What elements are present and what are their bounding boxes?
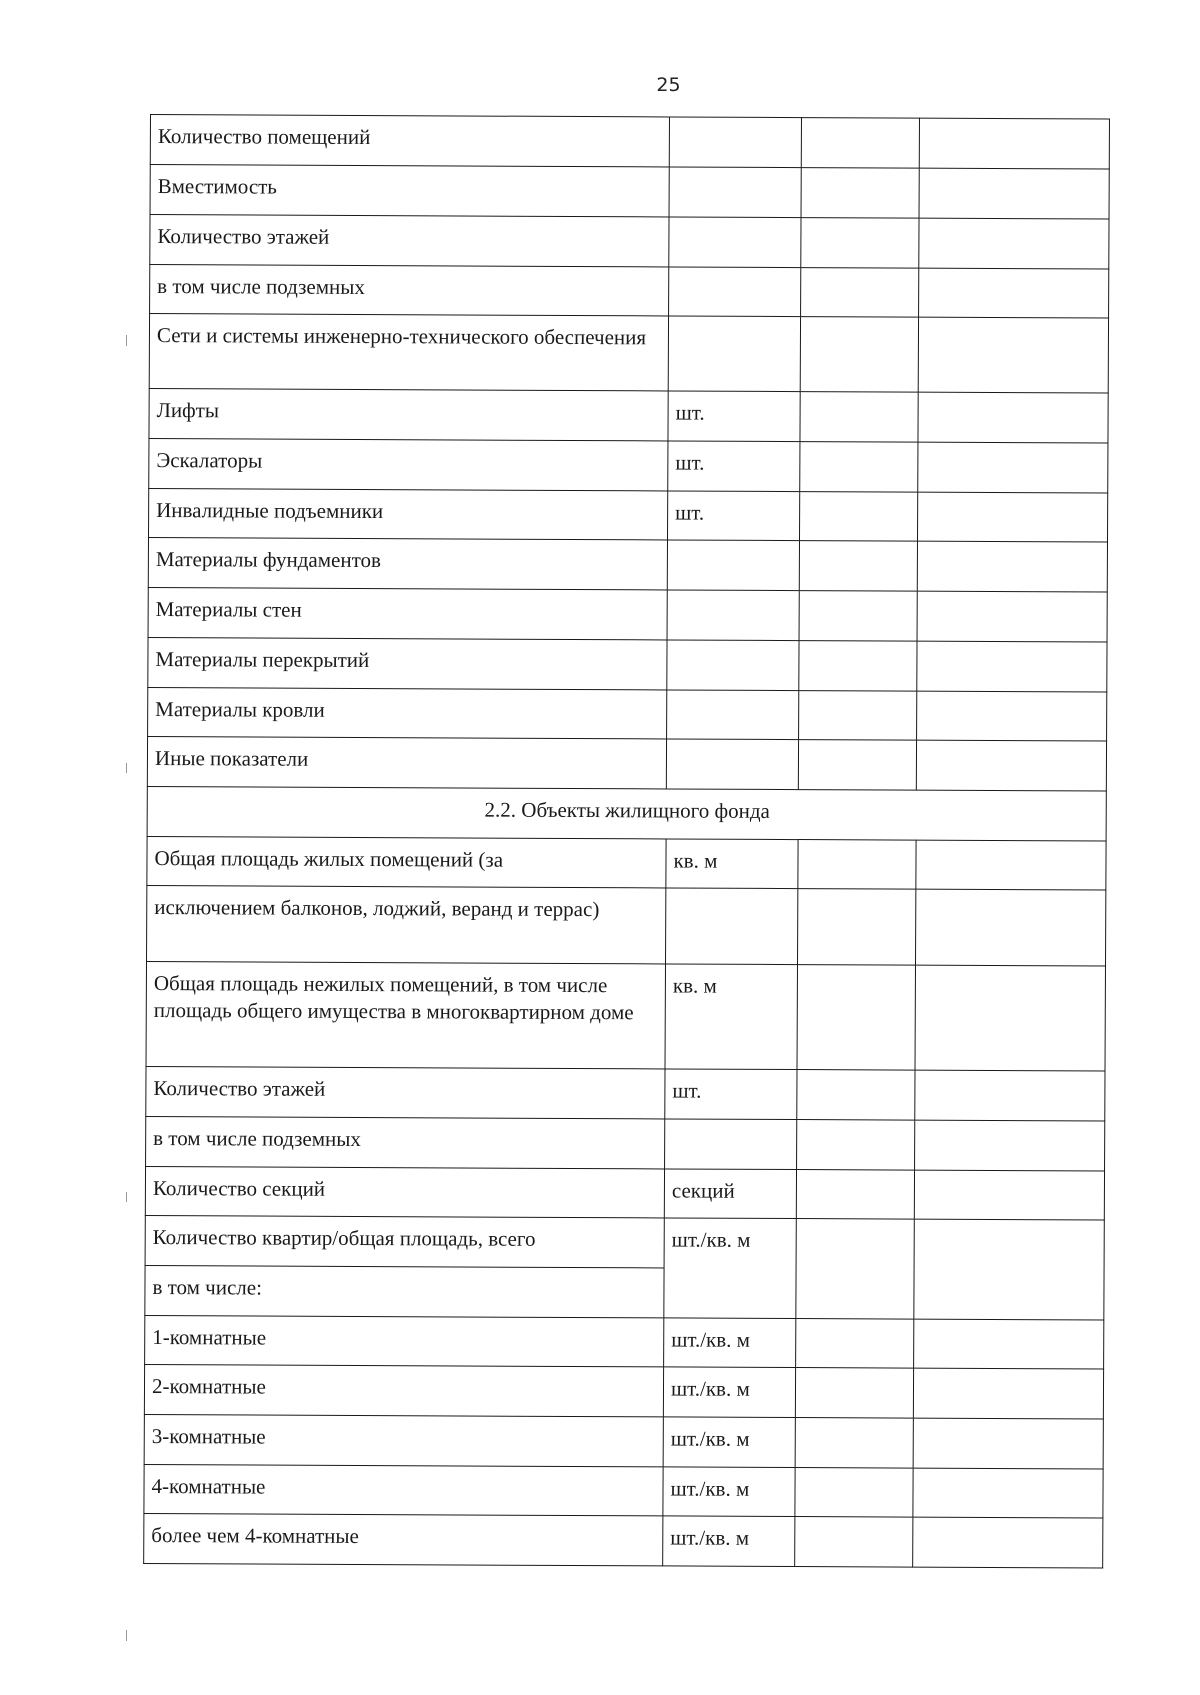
value-cell xyxy=(917,492,1107,542)
unit-cell xyxy=(669,117,801,168)
unit-cell xyxy=(667,540,799,591)
unit-cell: шт./кв. м xyxy=(663,1516,795,1567)
row-label: Количество секций xyxy=(145,1166,664,1217)
row-label: Материалы стен xyxy=(148,587,667,639)
table-row xyxy=(149,488,1108,542)
table-row xyxy=(148,537,1107,592)
table-row xyxy=(146,1116,1105,1171)
table-row xyxy=(147,736,1106,791)
row-label: в том числе подземных xyxy=(146,1116,665,1168)
unit-cell xyxy=(665,1119,797,1170)
value-cell xyxy=(913,1368,1103,1419)
unit-cell xyxy=(669,217,801,268)
unit-cell xyxy=(666,739,798,790)
row-label: в том числе: xyxy=(145,1265,664,1317)
value-cell xyxy=(795,1368,913,1419)
value-cell xyxy=(915,889,1105,966)
value-cell xyxy=(919,268,1109,318)
margin-mark xyxy=(126,763,127,773)
margin-mark xyxy=(126,1192,127,1202)
unit-cell: кв. м xyxy=(666,839,798,889)
value-cell xyxy=(799,691,917,741)
value-cell xyxy=(917,591,1107,642)
table-row xyxy=(148,687,1107,741)
value-cell xyxy=(915,965,1105,1071)
section-row xyxy=(147,786,1106,841)
value-cell xyxy=(919,118,1109,169)
value-cell xyxy=(914,1219,1104,1320)
value-cell xyxy=(801,268,919,318)
table-row xyxy=(144,1364,1103,1419)
unit-cell xyxy=(669,167,801,218)
table-row xyxy=(145,1315,1104,1369)
table-row xyxy=(147,885,1106,966)
table-row xyxy=(148,587,1107,642)
value-cell xyxy=(916,840,1106,890)
value-cell xyxy=(796,1170,914,1220)
value-cell xyxy=(918,317,1108,393)
value-cell xyxy=(800,442,918,493)
unit-cell xyxy=(666,888,798,965)
value-cell xyxy=(795,1418,913,1469)
row-label: Вместимость xyxy=(150,165,669,217)
unit-cell xyxy=(667,640,799,691)
value-cell xyxy=(801,218,919,269)
table-row xyxy=(149,388,1108,443)
value-cell xyxy=(915,1120,1105,1171)
row-label: Количество этажей xyxy=(146,1066,665,1118)
value-cell xyxy=(800,392,918,443)
row-label: более чем 4-комнатные xyxy=(144,1513,663,1565)
table-row xyxy=(150,165,1109,220)
value-cell xyxy=(795,1468,913,1518)
unit-cell: шт./кв. м xyxy=(664,1218,796,1319)
table-row xyxy=(150,115,1109,170)
unit-cell: шт. xyxy=(668,441,800,492)
row-label: Количество этажей xyxy=(150,215,669,267)
row-label: Общая площадь жилых помещений (за xyxy=(147,836,666,887)
value-cell xyxy=(799,541,917,592)
unit-cell xyxy=(669,267,801,317)
value-cell xyxy=(797,965,915,1071)
value-cell xyxy=(919,168,1109,219)
value-cell xyxy=(796,1219,914,1320)
table-row xyxy=(145,1215,1104,1270)
row-label: Инвалидные подъемники xyxy=(149,488,668,539)
margin-mark xyxy=(126,1630,127,1641)
value-cell xyxy=(917,641,1107,692)
table-row xyxy=(149,314,1108,394)
row-label: 1-комнатные xyxy=(145,1315,664,1366)
unit-cell: шт./кв. м xyxy=(663,1417,795,1468)
table-row xyxy=(148,637,1107,692)
unit-cell: шт. xyxy=(668,391,800,442)
indicators-table xyxy=(143,114,1110,1569)
value-cell xyxy=(798,840,916,890)
unit-cell: шт./кв. м xyxy=(664,1318,796,1368)
unit-cell: шт. xyxy=(667,491,799,541)
value-cell xyxy=(799,641,917,692)
value-cell xyxy=(917,691,1107,741)
row-label: 4-комнатные xyxy=(144,1464,663,1515)
row-label: Материалы кровли xyxy=(148,687,667,738)
unit-cell: шт./кв. м xyxy=(663,1367,795,1418)
unit-cell: секций xyxy=(664,1169,796,1219)
unit-cell xyxy=(668,316,800,392)
table-row xyxy=(146,1066,1105,1121)
value-cell xyxy=(913,1517,1103,1568)
value-cell xyxy=(796,1319,914,1369)
row-label: Материалы фундаментов xyxy=(148,537,667,589)
row-label: Количество помещений xyxy=(150,115,669,167)
unit-cell: шт./кв. м xyxy=(663,1467,795,1517)
page-number: 25 xyxy=(656,74,681,96)
section-heading: 2.2. Объекты жилищного фонда xyxy=(147,786,1106,841)
table-row xyxy=(149,438,1108,493)
row-label: Количество квартир/общая площадь, всего xyxy=(145,1215,664,1267)
row-label: 2-комнатные xyxy=(144,1364,663,1416)
row-label: в том числе подземных xyxy=(150,265,669,316)
unit-cell: шт. xyxy=(665,1069,797,1120)
value-cell xyxy=(799,492,917,542)
value-cell xyxy=(919,218,1109,269)
table-row xyxy=(150,265,1109,319)
value-cell xyxy=(801,118,919,169)
table-row xyxy=(144,1464,1103,1518)
value-cell xyxy=(800,317,918,393)
row-label: Лифты xyxy=(149,388,668,440)
margin-mark xyxy=(126,335,127,346)
row-label: Иные показатели xyxy=(147,736,666,788)
table-row xyxy=(147,836,1106,890)
value-cell xyxy=(913,1468,1103,1518)
row-label: исключением балконов, лоджий, веранд и террас) xyxy=(147,885,666,963)
value-cell xyxy=(799,591,917,642)
value-cell xyxy=(913,1418,1103,1469)
row-label: Материалы перекрытий xyxy=(148,637,667,689)
value-cell xyxy=(798,740,916,791)
unit-cell xyxy=(667,590,799,641)
value-cell xyxy=(801,168,919,219)
value-cell xyxy=(916,740,1106,791)
row-label: Общая площадь нежилых помещений, в том числе площадь общего имущества в многоквартирном доме xyxy=(146,961,665,1068)
unit-cell: кв. м xyxy=(665,964,797,1070)
value-cell xyxy=(918,442,1108,493)
value-cell xyxy=(914,1170,1104,1220)
table-row xyxy=(144,1513,1103,1568)
row-label: Эскалаторы xyxy=(149,438,668,490)
value-cell xyxy=(797,1120,915,1171)
row-label: 3-комнатные xyxy=(144,1414,663,1466)
table-row xyxy=(150,215,1109,270)
value-cell xyxy=(915,1070,1105,1121)
value-cell xyxy=(795,1517,913,1568)
row-label: Сети и системы инженерно-технического обеспечения xyxy=(149,314,668,391)
table-row xyxy=(144,1414,1103,1469)
value-cell xyxy=(797,1070,915,1121)
value-cell xyxy=(917,541,1107,592)
value-cell xyxy=(797,889,915,966)
table-row xyxy=(145,1166,1104,1220)
unit-cell xyxy=(667,690,799,740)
value-cell xyxy=(914,1319,1104,1369)
value-cell xyxy=(918,392,1108,443)
table-row xyxy=(146,961,1105,1071)
